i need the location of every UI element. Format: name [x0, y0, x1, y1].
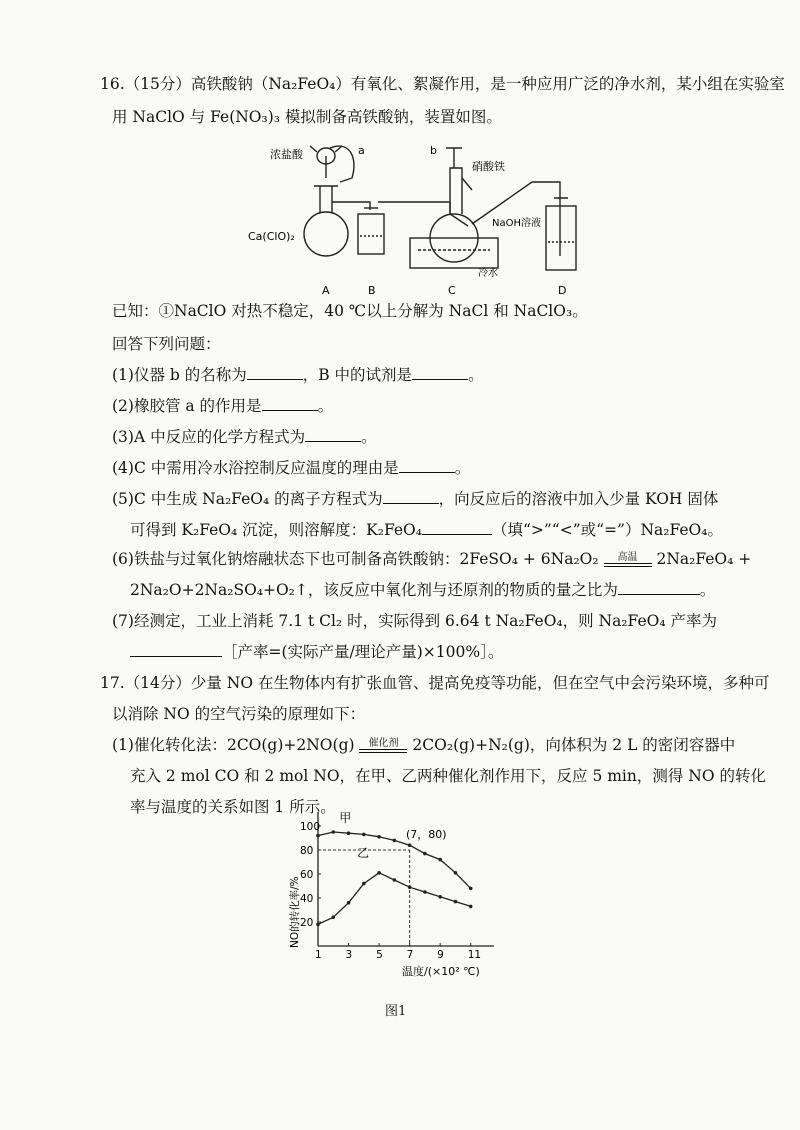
- label-A: A: [322, 284, 330, 297]
- bottle-b: [358, 214, 384, 254]
- q17-part1-line1: (1)催化转化法：2CO(g)+2NO(g) 催化剂 2CO₂(g)+N₂(g)，向体积为 2 L 的密闭容器中: [112, 736, 736, 754]
- y-axis-label: NO的转化率/%: [289, 876, 301, 948]
- x-tick-label: 7: [406, 949, 414, 961]
- data-point: [469, 905, 473, 909]
- label-a: a: [358, 144, 365, 157]
- label-B: B: [368, 284, 376, 297]
- cold-water-bath: [410, 238, 498, 268]
- answer-blank[interactable]: [422, 520, 492, 535]
- data-point: [316, 923, 320, 927]
- figure-caption: 图1: [385, 1004, 407, 1019]
- q16-stem-line2: 用 NaClO 与 Fe(NO₃)₃ 模拟制备高铁酸钠，装置如图。: [112, 108, 502, 126]
- reaction-condition-arrow: 高温: [604, 553, 652, 567]
- chart-series: [316, 811, 472, 926]
- q16-part2: (2)橡胶管 a 的作用是 。: [112, 397, 334, 415]
- label-cold-water: 冷水: [478, 268, 498, 279]
- flask-a: [304, 212, 348, 256]
- q16-part7-line1: (7)经测定，工业上消耗 7.1 t Cl₂ 时，实际得到 6.64 t Na₂FeO₄，则 Na₂FeO₄ 产率为: [112, 612, 717, 630]
- answer-blank[interactable]: [247, 365, 303, 380]
- data-point: [393, 878, 397, 882]
- q16-part3: (3)A 中反应的化学方程式为 。: [112, 428, 377, 446]
- chart-ticks: [300, 821, 481, 961]
- answer-blank[interactable]: [305, 427, 361, 442]
- y-tick-label: 60: [300, 869, 314, 881]
- label-C: C: [448, 284, 456, 297]
- answer-blank[interactable]: [130, 642, 222, 657]
- x-tick-label: 9: [437, 949, 444, 961]
- data-point: [423, 890, 427, 894]
- x-tick-label: 11: [467, 949, 482, 961]
- x-axis-label: 温度/(×10² ℃): [402, 965, 480, 978]
- y-tick-label: 80: [300, 845, 314, 857]
- reaction-condition-arrow: 催化剂: [359, 739, 407, 753]
- data-point: [377, 835, 381, 839]
- x-tick-label: 3: [345, 949, 353, 961]
- q16-stem-line1: 16.（15分）高铁酸钠（Na₂FeO₄）有氧化、絮凝作用，是一种应用广泛的净水剂，某小组在实验室: [100, 75, 785, 93]
- funnel-b: [446, 148, 462, 168]
- label-fe-nitrate: 硝酸铁: [472, 160, 505, 173]
- data-point: [393, 839, 397, 843]
- answer-blank[interactable]: [262, 396, 318, 411]
- answer-blank[interactable]: [618, 580, 700, 595]
- label-hcl: 浓盐酸: [270, 148, 303, 161]
- label-D: D: [558, 284, 567, 297]
- data-point: [454, 871, 458, 875]
- data-point: [454, 900, 458, 904]
- series-label: 甲: [339, 811, 352, 825]
- data-point: [469, 887, 473, 891]
- q16-known: 已知：①NaClO 对热不稳定，40 ℃以上分解为 NaCl 和 NaClO₃。: [112, 302, 588, 320]
- series-label: 乙: [357, 845, 370, 860]
- q17-stem-line2: 以消除 NO 的空气污染的原理如下：: [112, 705, 366, 723]
- data-point: [423, 852, 427, 856]
- q17-part1-line3: 率与温度的关系如图 1 所示。: [130, 798, 336, 816]
- label-ca-clo: Ca(ClO)₂: [248, 230, 295, 243]
- data-point: [362, 833, 366, 837]
- q16-part5-line1: (5)C 中生成 Na₂FeO₄ 的离子方程式为 ，向反应后的溶液中加入少量 KOH 固体: [112, 490, 719, 508]
- q16-part5-line2: 可得到 K₂FeO₄ 沉淀，则溶解度：K₂FeO₄ （填“>”“<”或“=”）Na₂FeO₄。: [130, 521, 723, 539]
- q16-part6-line2: 2Na₂O+2Na₂SO₄+O₂↑，该反应中氧化剂与还原剂的物质的量之比为 。: [130, 581, 716, 599]
- data-point: [438, 895, 442, 899]
- x-tick-label: 1: [315, 949, 322, 961]
- answer-blank[interactable]: [412, 365, 468, 380]
- data-point: [408, 885, 412, 889]
- data-point: [347, 901, 351, 905]
- q16-answer-prompt: 回答下列问题：: [112, 335, 221, 353]
- y-tick-label: 20: [300, 917, 314, 929]
- answer-blank[interactable]: [399, 458, 455, 473]
- data-point: [316, 834, 320, 838]
- q17-part1-line2: 充入 2 mol CO 和 2 mol NO，在甲、乙两种催化剂作用下，反应 5 min，测得 NO 的转化: [130, 767, 767, 785]
- data-point: [347, 831, 351, 835]
- y-tick-label: 40: [300, 893, 314, 905]
- q16-part1: (1)仪器 b 的名称为 ，B 中的试剂是 。: [112, 366, 484, 384]
- q17-stem-line1: 17.（14分）少量 NO 在生物体内有扩张血管、提高免疫等功能，但在空气中会污染环境，多种可: [100, 674, 770, 692]
- data-point: [438, 858, 442, 862]
- conversion-rate-chart: [282, 810, 512, 985]
- point-annotation: (7，80): [406, 828, 447, 841]
- data-point: [331, 915, 335, 919]
- apparatus-diagram: [240, 138, 580, 298]
- y-tick-label: 100: [300, 821, 321, 833]
- label-b: b: [430, 144, 437, 157]
- data-point: [408, 843, 412, 847]
- data-point: [331, 830, 335, 834]
- q16-part7-line2: ［产率=(实际产量/理论产量)×100%］。: [130, 641, 503, 663]
- label-naoh: NaOH溶液: [492, 218, 541, 229]
- data-point: [362, 882, 366, 886]
- answer-blank[interactable]: [383, 489, 439, 504]
- data-point: [377, 871, 381, 875]
- q16-part6-line1: (6)铁盐与过氧化钠熔融状态下也可制备高铁酸钠：2FeSO₄ + 6Na₂O₂ 高温 2Na₂FeO₄ +: [112, 550, 752, 568]
- bottle-d: [546, 206, 576, 270]
- x-tick-label: 5: [376, 949, 383, 961]
- q16-part4: (4)C 中需用冷水浴控制反应温度的理由是 。: [112, 459, 471, 477]
